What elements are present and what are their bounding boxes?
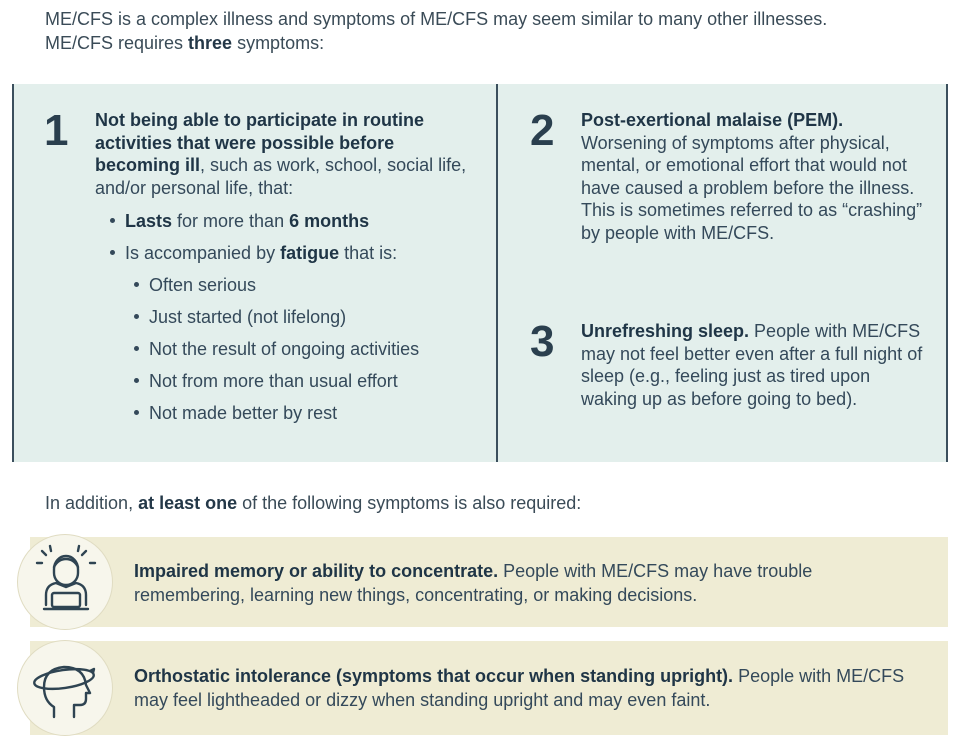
addition-post: of the following symptoms is also required: [237,493,582,513]
sub-bullet-text: Not the result of ongoing activities [149,339,420,359]
bullet-fatigue-bold: fatigue [280,243,340,263]
bullet-fatigue [108,242,419,274]
sub-bullet [132,274,419,306]
sub-bullet-text: Just started (not lifelong) [149,307,347,327]
intro-line-2 [45,31,925,55]
bullet-fatigue-pre: Is accompanied by [125,243,281,263]
criterion-1-rest: , such as work, school, social life, and/or personal life, that: [95,155,467,198]
intro-text [45,7,925,55]
fatigue-sub-bullets [132,274,419,434]
criterion-1-text [95,109,480,199]
orthostatic-symptom-rest: People with ME/CFS may feel lightheaded or dizzy when standing upright and may even faint. [134,666,905,710]
sub-bullet [132,306,419,338]
bullet-lasts [108,210,419,242]
sub-bullet [132,370,419,402]
memory-symptom-bold: Impaired memory or ability to concentrate. [134,561,499,581]
addition-pre: In addition, [45,493,139,513]
criterion-2-bold: Post-exertional malaise (PEM). [581,110,844,130]
memory-symptom-rest: People with ME/CFS may have trouble remembering, learning new things, concentrating, or making decisions. [134,561,813,605]
criterion-3-number: 3 [530,317,555,366]
bullet-lasts-bold: Lasts [125,211,173,231]
criterion-1-bullets [108,210,419,434]
orthostatic-symptom-bold: Orthostatic intolerance (symptoms that occur when standing upright). [134,666,734,686]
memory-symptom-text [134,560,924,607]
criterion-2-number: 2 [530,106,555,155]
criterion-3-rest: People with ME/CFS may not feel better even after a full night of sleep (e.g., feeling just as tired upon waking up as before going to bed). [581,321,923,409]
criterion-3-text [581,320,926,410]
addition-bold: at least one [138,493,238,513]
orthostatic-icon-circle [17,640,113,736]
sub-bullet-text: Often serious [149,275,257,295]
bullet-fatigue-post: that is: [339,243,398,263]
addition-text [45,491,581,515]
orthostatic-symptom-text [134,665,924,712]
intro-line-2-bold: three [188,33,233,53]
intro-line-1: ME/CFS is a complex illness and symptoms of ME/CFS may seem similar to many other illnesses. [45,9,828,29]
criterion-2-rest: Worsening of symptoms after physical, mental, or emotional effort that would not have caused a problem before the illness. This is sometimes referred to as “crashing” by people with ME/CFS. [581,132,923,243]
sub-bullet-text: Not made better by rest [149,403,338,423]
sub-bullet [132,402,419,434]
criterion-1-number: 1 [44,106,69,155]
criteria-divider [496,84,498,462]
person-at-laptop-icon [18,535,114,631]
dizzy-head-icon [18,641,114,737]
bullet-lasts-mid: for more than [172,211,290,231]
intro-line-2-post: symptoms: [232,33,325,53]
sub-bullet-text: Not from more than usual effort [149,371,398,391]
bullet-lasts-duration: 6 months [289,211,370,231]
intro-line-2-pre: ME/CFS requires [45,33,189,53]
sub-bullet [132,338,419,370]
criterion-3-bold: Unrefreshing sleep. [581,321,750,341]
memory-icon-circle [17,534,113,630]
criterion-2-text [581,109,926,244]
criterion-1-bold: Not being able to participate in routine activities that were possible before becoming ill [95,110,425,175]
